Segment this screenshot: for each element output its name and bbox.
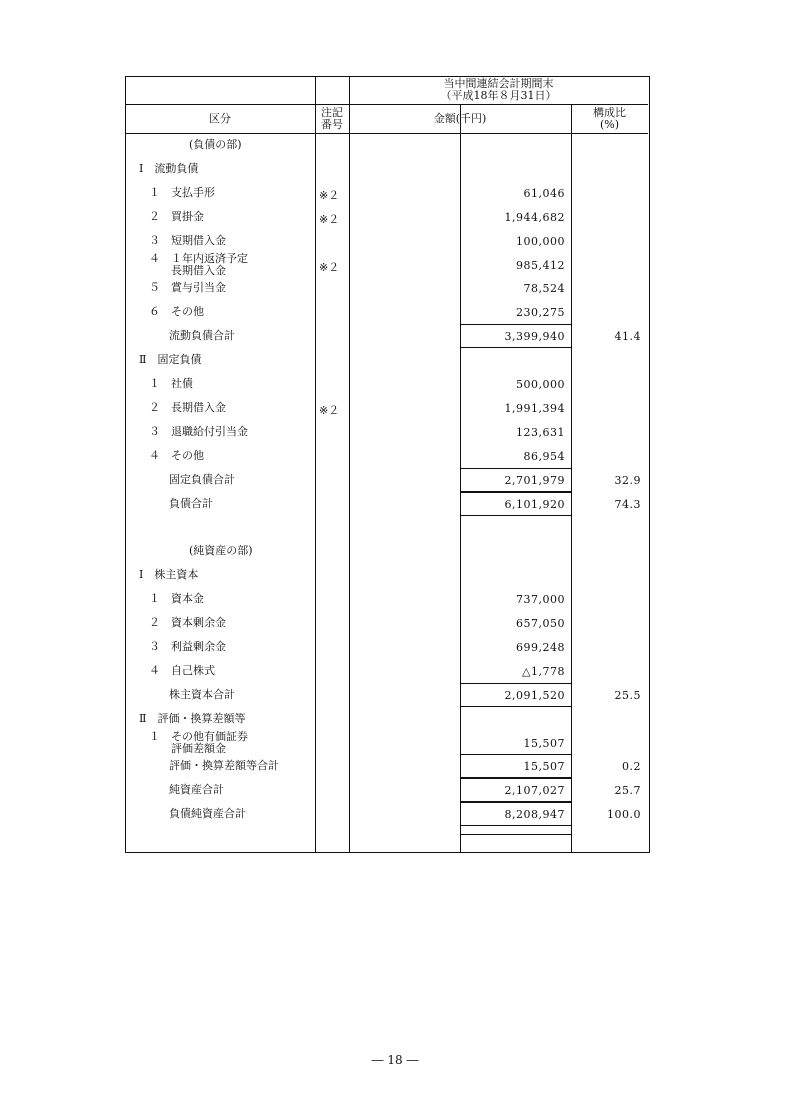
row-label-text: 流動負債合計	[169, 329, 235, 343]
table-row	[125, 659, 649, 683]
row-label-text: Ⅰ 株主資本	[139, 568, 199, 582]
table-row	[125, 324, 649, 348]
row-amount: 657,050	[516, 617, 565, 630]
row-label	[149, 282, 226, 294]
row-amount: 1,991,394	[504, 401, 565, 415]
row-ratio: 32.9	[614, 473, 641, 487]
row-amount: 100,000	[516, 234, 565, 248]
row-label-text: ３ 退職給付引当金	[149, 424, 248, 438]
row-amount: 985,412	[516, 258, 565, 272]
row-label	[149, 450, 204, 462]
row-amount: 8,208,947	[504, 808, 565, 822]
row-ratio: 25.5	[614, 688, 641, 702]
note-header-line1: 注記	[321, 106, 343, 119]
subtotal-rule	[460, 754, 571, 755]
note-header-line2: 番号	[321, 118, 343, 131]
row-label-text-line2: 長期借入金	[171, 263, 226, 277]
table-row	[125, 515, 649, 539]
table-row	[125, 348, 649, 372]
row-label	[149, 211, 204, 223]
row-label	[189, 139, 242, 151]
table-row	[125, 396, 649, 420]
row-amount: 15,507	[523, 760, 565, 774]
row-label	[149, 593, 204, 605]
row-label	[149, 426, 248, 438]
page-number: ― 18 ―	[371, 1053, 419, 1067]
table-row	[125, 539, 649, 563]
row-amount: 3,399,940	[504, 330, 565, 344]
row-label-text: ４ １年内返済予定	[149, 251, 248, 265]
row-label	[169, 474, 235, 486]
table-row	[125, 133, 649, 157]
table-row	[125, 635, 649, 659]
table-row	[125, 754, 649, 778]
row-amount: 230,275	[516, 306, 565, 320]
row-label-text: ３ 短期借入金	[149, 233, 226, 247]
table-row	[125, 683, 649, 707]
row-amount: △1,778	[522, 664, 565, 678]
subtotal-rule	[460, 825, 571, 826]
row-note: ※２	[319, 212, 340, 226]
table-row	[125, 181, 649, 205]
period-header	[349, 78, 648, 102]
table-row	[125, 372, 649, 396]
table-row	[125, 492, 649, 516]
subtotal-rule	[460, 802, 571, 803]
row-label-text: １ その他有価証券	[149, 729, 248, 743]
subtotal-rule	[460, 492, 571, 493]
row-label-text: 評価・換算差額等合計	[169, 759, 279, 773]
row-label	[149, 402, 226, 414]
row-label-text: １ 社債	[149, 377, 193, 390]
note-header	[315, 107, 349, 131]
row-label-text: ５ 賞与引当金	[149, 281, 226, 295]
row-label-text: ２ 長期借入金	[149, 400, 226, 414]
header-divider	[125, 104, 648, 105]
table-row	[125, 611, 649, 635]
ratio-header-line1: 構成比	[593, 106, 626, 119]
row-ratio: 0.2	[622, 760, 641, 774]
row-label	[149, 378, 193, 390]
table-row	[125, 731, 649, 755]
ratio-header	[571, 107, 648, 131]
row-label	[139, 569, 198, 581]
row-label	[149, 641, 226, 653]
subtotal-rule	[460, 778, 571, 779]
row-amount: 86,954	[523, 449, 565, 463]
row-label	[149, 253, 248, 277]
row-label-text: ３ 利益剰余金	[149, 639, 226, 653]
row-label-text-line2: 評価差額金	[171, 741, 226, 755]
row-label-text: １ 支払手形	[149, 185, 215, 199]
row-amount: 2,107,027	[504, 784, 565, 798]
row-amount: 500,000	[516, 378, 565, 391]
table-row	[125, 420, 649, 444]
row-label	[149, 306, 204, 318]
row-label-text: (負債の部)	[189, 138, 242, 151]
table-row	[125, 229, 649, 253]
row-label-text: １ 資本金	[149, 592, 204, 606]
row-label	[139, 354, 201, 366]
row-amount: 2,701,979	[504, 473, 565, 487]
row-label	[149, 187, 215, 199]
table-row	[125, 802, 649, 826]
row-amount: 2,091,520	[504, 688, 565, 702]
row-label-text: ６ その他	[149, 305, 204, 319]
row-label-text: Ⅰ 流動負債	[139, 161, 199, 175]
row-label-text: 負債純資産合計	[169, 807, 246, 821]
row-label-text: ２ 買掛金	[149, 209, 204, 223]
table-row	[125, 300, 649, 324]
row-label	[169, 808, 246, 820]
row-label	[189, 545, 253, 557]
row-label-text: Ⅱ 評価・換算差額等	[139, 711, 246, 725]
closing-rule	[460, 834, 571, 835]
period-date: （平成18年８月31日）	[440, 89, 557, 102]
category-header: 区分	[209, 112, 231, 125]
row-label-text: ２ 資本剰余金	[149, 616, 226, 629]
row-amount: 6,101,920	[504, 497, 565, 511]
row-label-text: ４ その他	[149, 448, 204, 462]
row-label	[169, 498, 213, 510]
row-label	[169, 784, 224, 796]
row-label-text: Ⅱ 固定負債	[139, 353, 202, 367]
row-label-text: 固定負債合計	[169, 472, 235, 486]
row-label-text: ４ 自己株式	[149, 663, 215, 677]
row-ratio: 41.4	[614, 330, 641, 344]
row-note: ※２	[319, 403, 340, 417]
row-label-text: 株主資本合計	[169, 687, 235, 701]
row-label	[149, 665, 215, 677]
row-ratio: 25.7	[614, 784, 641, 798]
row-amount: 61,046	[523, 186, 565, 200]
amount-header: 金額(千円)	[433, 112, 487, 125]
row-label	[169, 689, 235, 701]
subtotal-rule	[460, 324, 571, 325]
row-amount: 737,000	[516, 593, 565, 607]
table-row	[125, 253, 649, 277]
subtotal-rule	[460, 468, 571, 469]
row-label-text: 純資産合計	[169, 783, 224, 797]
row-note: ※２	[319, 188, 340, 202]
row-amount: 15,507	[523, 736, 565, 750]
row-label	[149, 731, 248, 755]
row-ratio: 74.3	[614, 497, 641, 511]
table-row	[125, 587, 649, 611]
row-label	[169, 760, 279, 772]
subtotal-rule	[460, 683, 571, 684]
table-row	[125, 205, 649, 229]
table-row	[125, 778, 649, 802]
table-row	[125, 563, 649, 587]
table-row	[125, 707, 649, 731]
row-amount: 699,248	[516, 640, 565, 654]
row-label	[149, 235, 226, 247]
table-row	[125, 444, 649, 468]
row-label-text: (純資産の部)	[189, 544, 253, 558]
row-label	[139, 163, 198, 175]
row-amount: 78,524	[523, 282, 565, 296]
table-row	[125, 276, 649, 300]
table-row	[125, 157, 649, 181]
row-label-text: 負債合計	[169, 496, 213, 510]
row-ratio: 100.0	[607, 808, 641, 822]
row-label	[149, 617, 226, 629]
ratio-header-line2: (%)	[599, 118, 620, 131]
row-amount: 123,631	[516, 425, 565, 439]
table-row	[125, 468, 649, 492]
balance-sheet-table	[125, 76, 649, 852]
row-label	[169, 330, 235, 342]
row-label	[139, 713, 245, 725]
period-title: 当中間連結会計期間末	[443, 77, 554, 90]
row-amount: 1,944,682	[504, 210, 565, 224]
row-note: ※２	[319, 260, 340, 274]
